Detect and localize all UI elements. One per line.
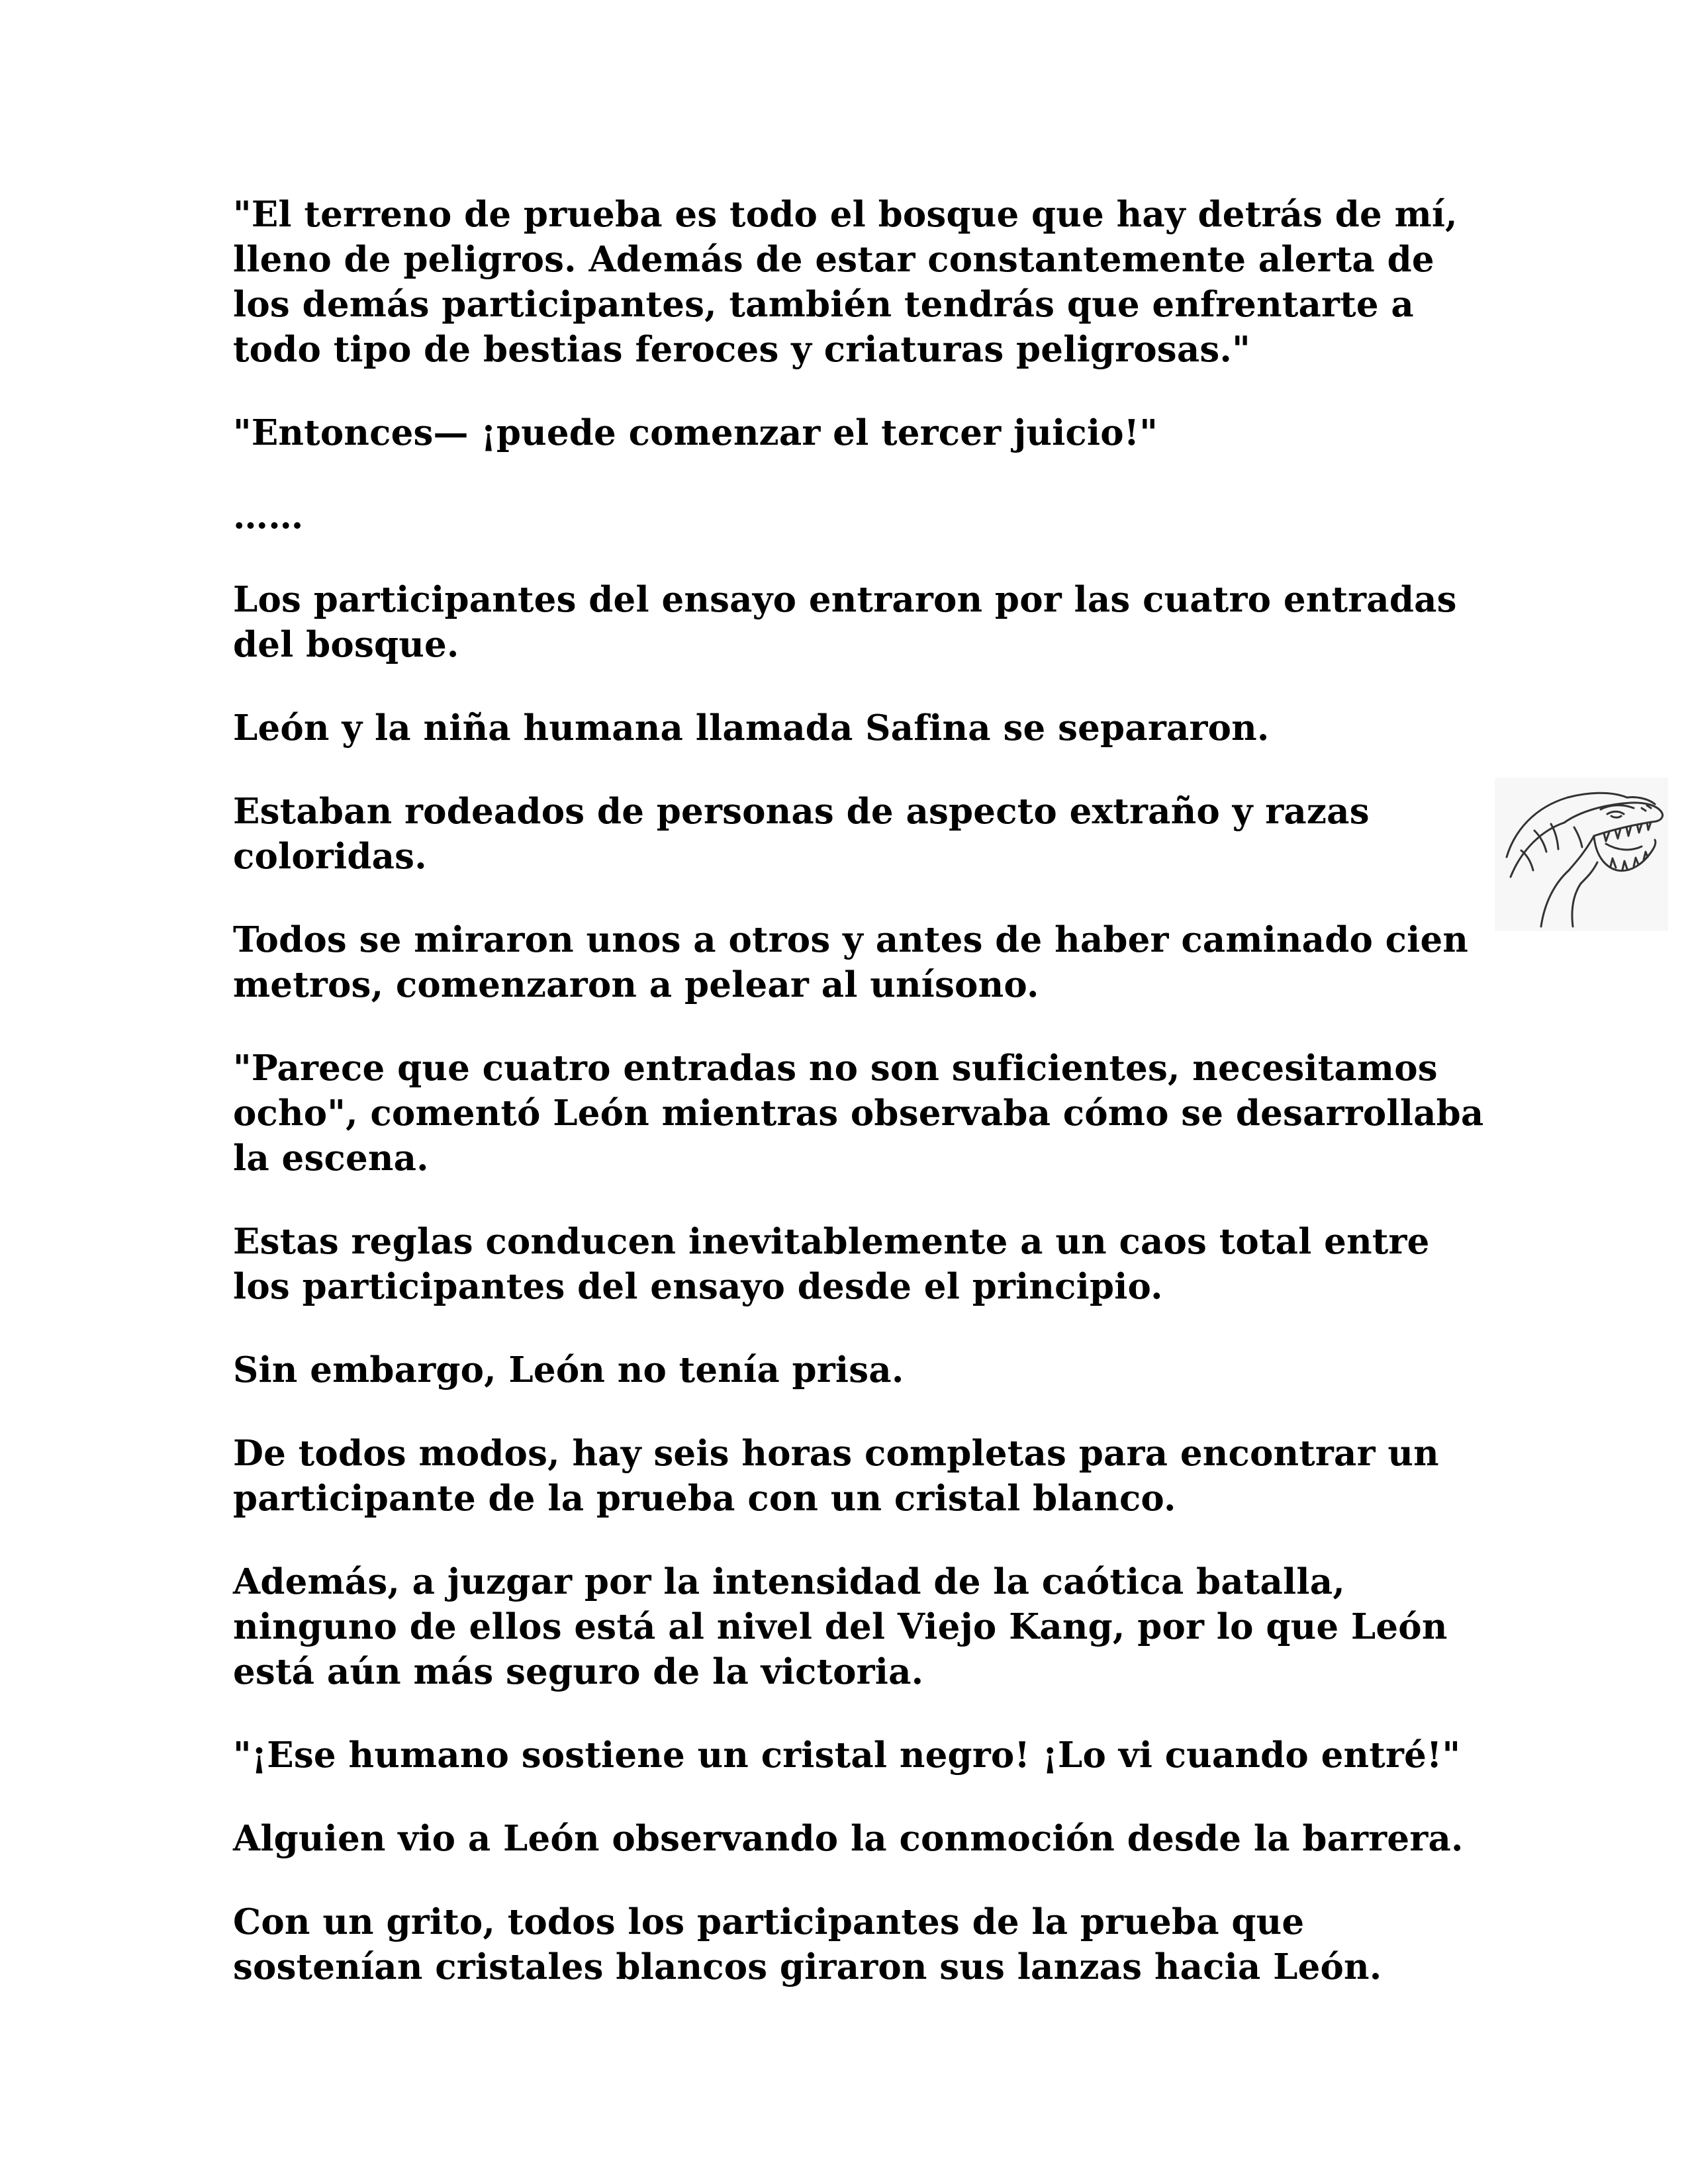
- body-text: [233, 192, 1491, 2028]
- paragraph-5: Estaban rodeados de personas de aspecto extraño y razas coloridas.: [233, 791, 1370, 877]
- paragraph-11: Además, a juzgar por la intensidad de la caótica batalla, ninguno de ellos está al nivel del Viejo Kang, por lo que León está aún más seguro de la victoria.: [233, 1561, 1448, 1692]
- scene-break: ……: [233, 496, 304, 537]
- paragraph-9: Sin embargo, León no tenía prisa.: [233, 1349, 904, 1390]
- paragraph-2: "Entonces— ¡puede comenzar el tercer juicio!": [233, 412, 1158, 453]
- paragraph-7: "Parece que cuatro entradas no son suficientes, necesitamos ocho", comentó León mientras observaba cómo se desarrollaba la escena.: [233, 1048, 1484, 1179]
- paragraph-6: Todos se miraron unos a otros y antes de haber caminado cien metros, comenzaron a pelear al unísono.: [233, 919, 1469, 1005]
- paragraph-12: "¡Ese humano sostiene un cristal negro! ¡Lo vi cuando entré!": [233, 1735, 1461, 1776]
- paragraph-13: Alguien vio a León observando la conmoción desde la barrera.: [233, 1818, 1464, 1859]
- paragraph-10: De todos modos, hay seis horas completas para encontrar un participante de la prueba con un cristal blanco.: [233, 1433, 1439, 1519]
- paragraph-14: Con un grito, todos los participantes de la prueba que sostenían cristales blancos giraron sus lanzas hacia León.: [233, 1901, 1382, 1987]
- paragraph-1: "El terreno de prueba es todo el bosque que hay detrás de mí, lleno de peligros. Además de estar constantemente alerta de los demás participantes, también tendrás que enfrentarte a todo tipo de bestias feroces y criaturas peligrosas.": [233, 194, 1458, 370]
- paragraph-8: Estas reglas conducen inevitablemente a un caos total entre los participantes del ensayo desde el principio.: [233, 1221, 1430, 1307]
- dinosaur-head-sketch-icon: [1495, 778, 1668, 931]
- paragraph-4: León y la niña humana llamada Safina se separaron.: [233, 707, 1270, 749]
- paragraph-3: Los participantes del ensayo entraron por las cuatro entradas del bosque.: [233, 579, 1457, 665]
